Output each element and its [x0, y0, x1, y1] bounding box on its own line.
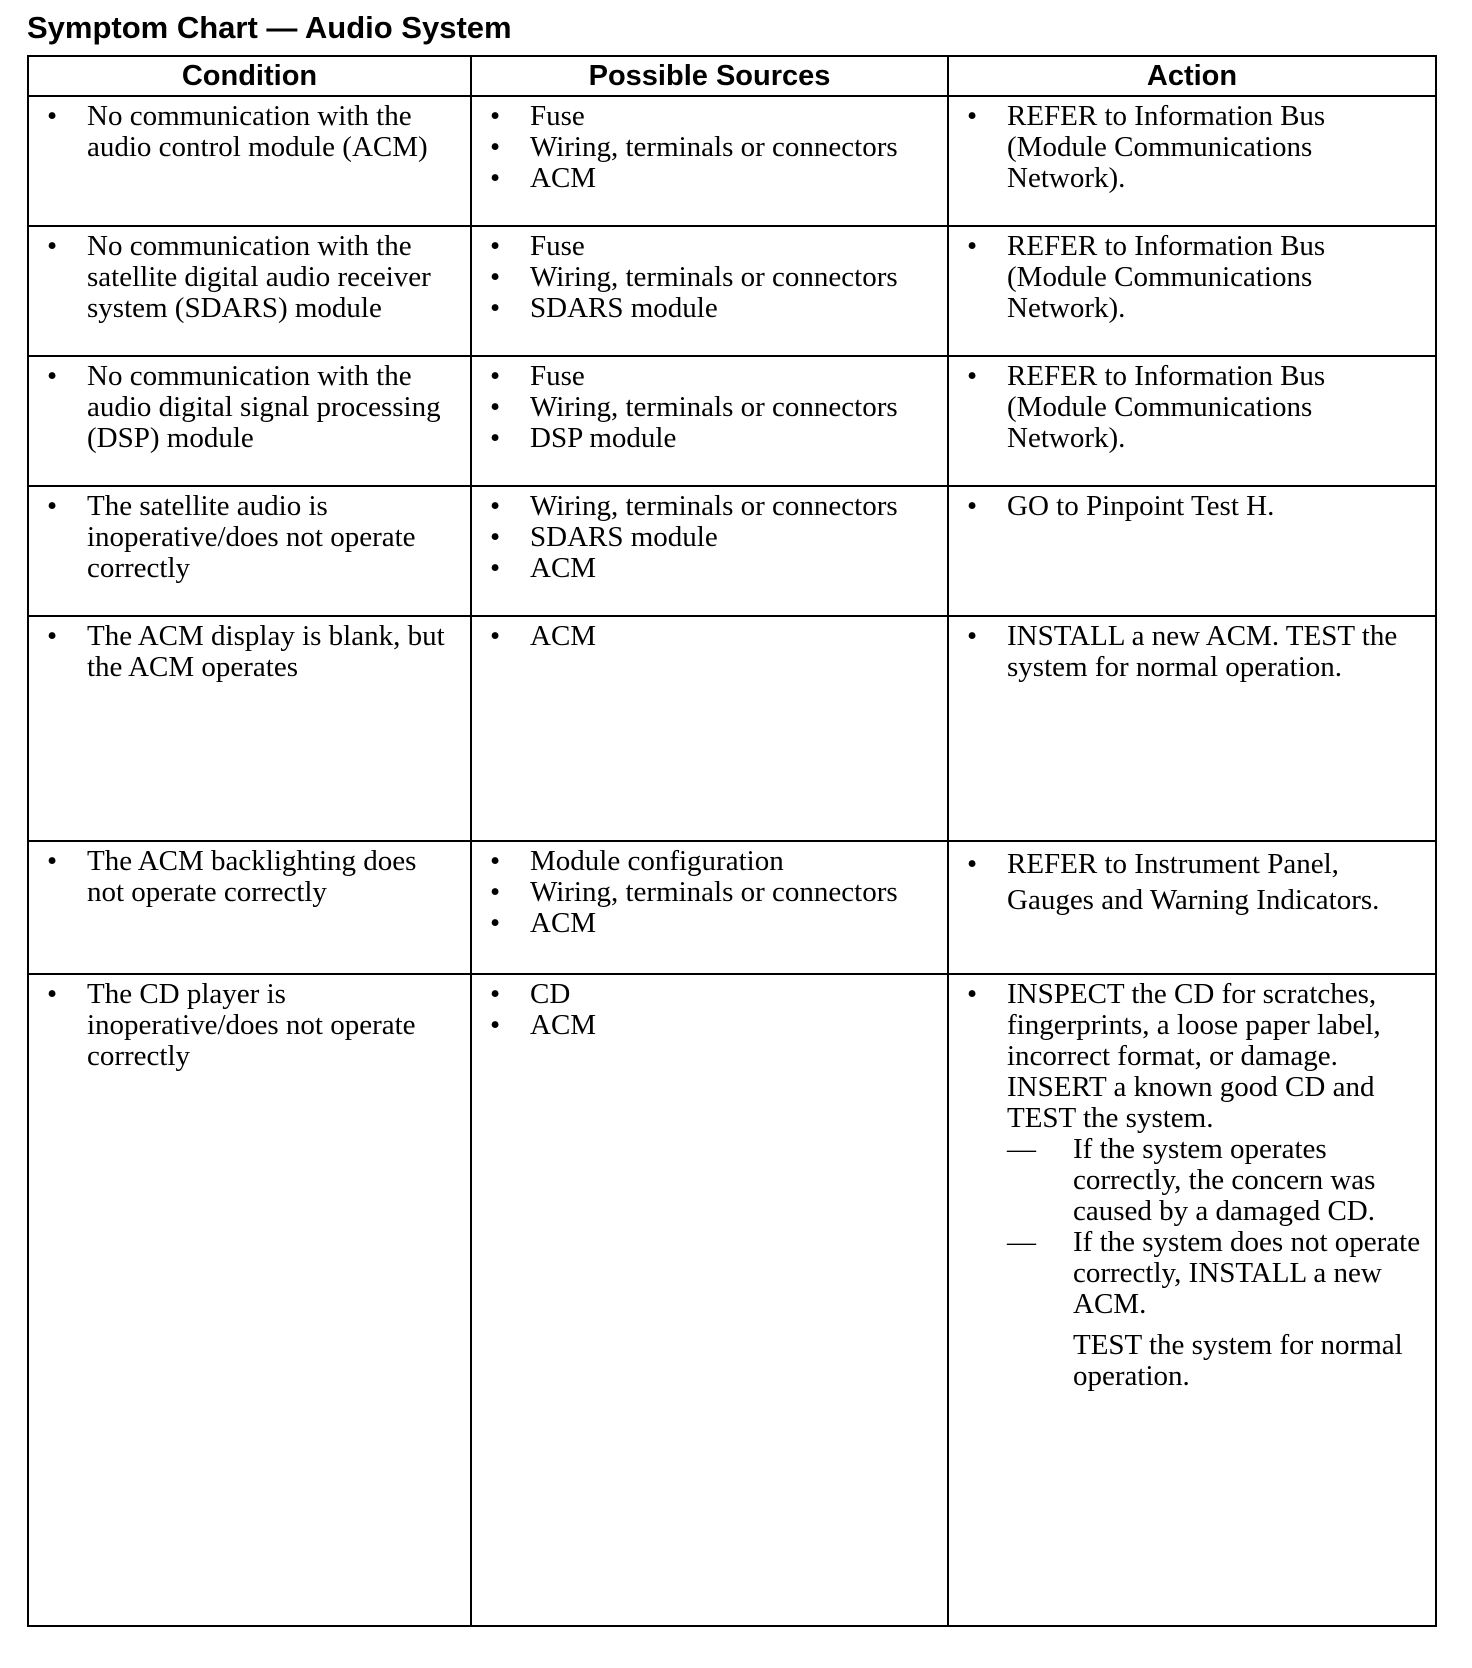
- action-text: • GO to Pinpoint Test H.: [963, 491, 1423, 522]
- table-row: [28, 486, 1436, 616]
- source-item: • Wiring, terminals or connectors: [486, 132, 935, 163]
- action-cell: [948, 841, 1436, 974]
- condition-cell: [28, 841, 471, 974]
- source-item: • Fuse: [486, 231, 935, 262]
- source-item: • Wiring, terminals or connectors: [486, 877, 935, 908]
- action-text: • REFER to Instrument Panel, Gauges and Warning Indicators.: [963, 846, 1423, 918]
- sub-step: [1007, 1134, 1423, 1227]
- source-item: • CD: [486, 979, 935, 1010]
- action-text: • INSPECT the CD for scratches, fingerprints, a loose paper label, incorrect format, or damage. INSERT a known good CD and TEST the system.: [1007, 978, 1381, 1134]
- action-text: • REFER to Information Bus (Module Communications Network).: [963, 361, 1423, 454]
- source-item: • SDARS module: [486, 522, 935, 553]
- header-row: [28, 56, 1436, 96]
- condition-cell: [28, 974, 471, 1626]
- action-item: [963, 979, 1423, 1392]
- source-item: • DSP module: [486, 423, 935, 454]
- action-cell: [948, 226, 1436, 356]
- header-condition: Condition: [28, 56, 471, 96]
- action-cell: [948, 616, 1436, 841]
- source-item: • ACM: [486, 1010, 935, 1041]
- table-row: [28, 96, 1436, 226]
- source-item: • SDARS module: [486, 293, 935, 324]
- sources-cell: [471, 841, 948, 974]
- condition-text: • The ACM backlighting does not operate correctly: [43, 846, 458, 908]
- condition-text: • The satellite audio is inoperative/does not operate correctly: [43, 491, 458, 584]
- action-text: • REFER to Information Bus (Module Communications Network).: [963, 101, 1423, 194]
- header-action: Action: [948, 56, 1436, 96]
- header-possible-sources: Possible Sources: [471, 56, 948, 96]
- source-item: • ACM: [486, 621, 935, 652]
- sub-step-text: If the system does not operate correctly, INSTALL a new ACM.: [1073, 1226, 1421, 1320]
- source-item: • ACM: [486, 163, 935, 194]
- source-item: • ACM: [486, 553, 935, 584]
- sources-cell: [471, 96, 948, 226]
- source-item: • ACM: [486, 908, 935, 939]
- dash-marker: —: [1007, 1133, 1036, 1165]
- action-text: • INSTALL a new ACM. TEST the system for normal operation.: [963, 621, 1423, 683]
- sources-cell: [471, 616, 948, 841]
- page-title: Symptom Chart — Audio System: [27, 10, 512, 45]
- table-row: [28, 226, 1436, 356]
- condition-text: • No communication with the audio control module (ACM): [43, 101, 458, 163]
- sub-step-followup: TEST the system for normal operation.: [1073, 1329, 1403, 1392]
- condition-text: • The CD player is inoperative/does not operate correctly: [43, 979, 458, 1072]
- condition-cell: [28, 96, 471, 226]
- source-item: • Fuse: [486, 361, 935, 392]
- table-row: [28, 356, 1436, 486]
- source-item: • Wiring, terminals or connectors: [486, 392, 935, 423]
- condition-cell: [28, 226, 471, 356]
- condition-text: • No communication with the audio digital signal processing (DSP) module: [43, 361, 458, 454]
- table-row: [28, 841, 1436, 974]
- action-cell: [948, 96, 1436, 226]
- action-text: • REFER to Information Bus (Module Communications Network).: [963, 231, 1423, 324]
- source-item: • Wiring, terminals or connectors: [486, 491, 935, 522]
- condition-text: • No communication with the satellite digital audio receiver system (SDARS) module: [43, 231, 458, 324]
- table-row: [28, 616, 1436, 841]
- action-cell: [948, 356, 1436, 486]
- sub-step-text: If the system operates correctly, the concern was caused by a damaged CD.: [1073, 1133, 1376, 1227]
- source-item: • Fuse: [486, 101, 935, 132]
- action-cell: [948, 486, 1436, 616]
- condition-cell: [28, 356, 471, 486]
- condition-text: • The ACM display is blank, but the ACM operates: [43, 621, 458, 683]
- sources-cell: [471, 356, 948, 486]
- sub-step: [1007, 1227, 1423, 1320]
- action-cell: [948, 974, 1436, 1626]
- sources-cell: [471, 486, 948, 616]
- sources-cell: [471, 226, 948, 356]
- dash-marker: —: [1007, 1226, 1036, 1258]
- table-row: [28, 974, 1436, 1626]
- source-item: • Wiring, terminals or connectors: [486, 262, 935, 293]
- source-item: • Module configuration: [486, 846, 935, 877]
- condition-cell: [28, 616, 471, 841]
- symptom-chart-table: [27, 55, 1437, 1627]
- sources-cell: [471, 974, 948, 1626]
- condition-cell: [28, 486, 471, 616]
